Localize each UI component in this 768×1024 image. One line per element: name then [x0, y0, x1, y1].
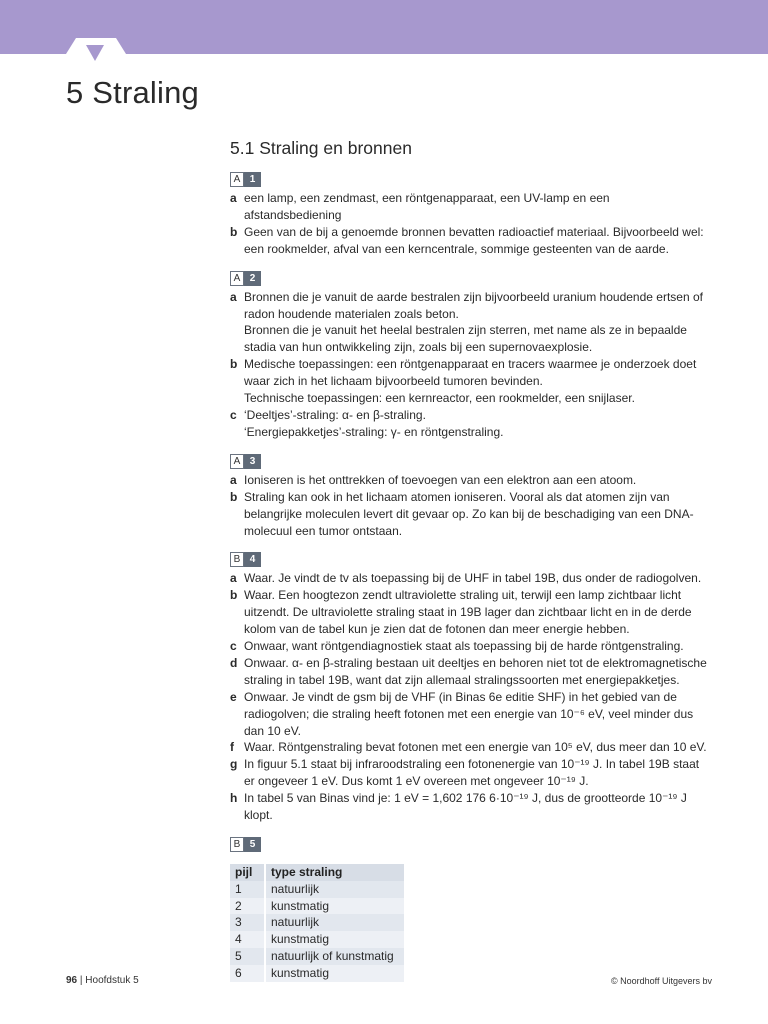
- page-footer: [66, 975, 139, 986]
- table-row: [230, 931, 404, 948]
- answer-text: Waar. Een hoogtezon zendt ultraviolette straling uit, terwijl een lamp zichtbaar licht uitzendt. De ultraviolette straling staat in 19B lager dan zichtbaar licht en in de derde kolom van de tabel kun je zien dat de fotonen dan meer energie hebben.: [244, 588, 692, 637]
- answer-text: Straling kan ook in het lichaam atomen ioniseren. Vooral als dat atomen zijn van belangrijke moleculen levert dit gevaar op. Zo kan bij de beschadiging van een DNA-molecuul een tumor ontstaan.: [244, 489, 694, 538]
- table-header: pijl: [230, 864, 265, 881]
- exercise-level: A: [230, 271, 244, 286]
- exercise-2: [230, 271, 710, 441]
- answer-text: een lamp, een zendmast, een röntgenapparaat, een UV-lamp en een afstandsbediening: [244, 191, 610, 222]
- answer-text: Medische toepassingen: een röntgenapparaat en tracers waarmee je onderzoek doet waar zich in het lichaam bijvoorbeeld tumoren bevinden. Technische toepassingen: een kernreactor, een rookmelder, een snijlaser.: [244, 357, 697, 406]
- exercise-number: 3: [244, 454, 261, 469]
- chapter-label: Hoofdstuk 5: [85, 975, 139, 986]
- exercise-3: [230, 454, 710, 540]
- radiation-type-table: [230, 864, 404, 982]
- answer-item: [230, 224, 710, 258]
- exercise-badge: [230, 552, 710, 567]
- table-row: [230, 965, 404, 982]
- answer-text: Onwaar. α- en β-straling bestaan uit deeltjes en behoren niet tot de elektromagnetische straling in tabel 19B, want dat zijn allemaal stralingssoorten met energiepakketjes.: [244, 655, 707, 687]
- answer-letter: f: [230, 740, 234, 755]
- exercise-level: A: [230, 172, 244, 187]
- answer-letter: b: [230, 357, 238, 372]
- answer-text: In tabel 5 van Binas vind je: 1 eV = 1,602 176 6·10⁻¹⁹ J, dus de grootteorde 10⁻¹⁹ J klopt.: [244, 791, 687, 823]
- answer-item: [230, 739, 710, 756]
- table-cell: natuurlijk: [265, 914, 404, 931]
- table-cell: 4: [230, 931, 265, 948]
- answer-text: In figuur 5.1 staat bij infraroodstraling een fotonenergie van 10⁻¹⁹ J. In tabel 19B staat er ongeveer 1 eV. Dus komt 1 eV overeen met ongeveer 10⁻¹⁹ J.: [244, 757, 700, 789]
- answer-item: [230, 638, 710, 655]
- answer-text: ‘Deeltjes’-straling: α- en β-straling. ‘Energiepakketjes’-straling: γ- en röntgenstraling.: [244, 407, 504, 439]
- exercise-badge: [230, 271, 710, 286]
- answer-letter: a: [230, 571, 237, 586]
- exercise-1: [230, 172, 710, 258]
- answer-letter: e: [230, 689, 237, 704]
- answer-text: Ioniseren is het onttrekken of toevoegen van een elektron aan een atoom.: [244, 472, 637, 487]
- table-row: [230, 881, 404, 898]
- exercise-list: [230, 172, 710, 995]
- answer-item: [230, 655, 710, 689]
- page-number: 96: [66, 975, 78, 986]
- chapter-title: 5 Straling: [66, 75, 199, 110]
- answer-item: [230, 587, 710, 638]
- answer-item: [230, 570, 710, 587]
- answer-letter: c: [230, 407, 237, 422]
- answer-item: [230, 472, 710, 489]
- answer-item: [230, 356, 710, 407]
- exercise-number: 1: [244, 172, 261, 187]
- section-title: 5.1 Straling en bronnen: [230, 138, 412, 158]
- exercise-level: B: [230, 837, 244, 852]
- answer-text: Waar. Je vindt de tv als toepassing bij de UHF in tabel 19B, dus onder de radiogolven.: [244, 571, 702, 586]
- footer-separator: |: [79, 975, 83, 986]
- table-row: [230, 914, 404, 931]
- table-row: [230, 898, 404, 915]
- table-row: [230, 948, 404, 965]
- exercise-5: [230, 837, 710, 982]
- copyright: © Noordhoff Uitgevers bv: [610, 976, 712, 986]
- answer-letter: b: [230, 489, 238, 504]
- answer-letter: g: [230, 757, 238, 772]
- exercise-level: B: [230, 552, 244, 567]
- exercise-badge: [230, 454, 710, 469]
- answer-letter: b: [230, 224, 238, 239]
- table-cell: 2: [230, 898, 265, 915]
- answer-item: [230, 489, 710, 540]
- answer-item: [230, 756, 710, 790]
- table-cell: 3: [230, 914, 265, 931]
- exercise-number: 5: [244, 837, 261, 852]
- answer-text: Bronnen die je vanuit de aarde bestralen zijn bijvoorbeeld uranium houdende ertsen of radon houdende materialen zoals beton. Bronnen die je vanuit het heelal bestralen zijn sterren, met name als ze in bepaalde stadia van hun ontwikkeling zijn, zoals bij een supernovaexplosie.: [244, 289, 703, 355]
- exercise-4: [230, 552, 710, 824]
- answer-item: [230, 190, 710, 224]
- exercise-badge: [230, 172, 710, 187]
- answer-letter: a: [230, 289, 237, 304]
- answer-letter: a: [230, 472, 237, 487]
- exercise-badge: [230, 837, 710, 852]
- triangle-down-icon: [86, 45, 104, 61]
- answer-text: Onwaar, want röntgendiagnostiek staat als toepassing bij de harde röntgenstraling.: [244, 639, 684, 654]
- table-cell: kunstmatig: [265, 931, 404, 948]
- table-cell: natuurlijk of kunstmatig: [265, 948, 404, 965]
- answer-letter: b: [230, 588, 238, 603]
- table-cell: kunstmatig: [265, 898, 404, 915]
- table-header: type straling: [265, 864, 404, 881]
- answer-letter: h: [230, 791, 238, 806]
- exercise-number: 2: [244, 271, 261, 286]
- answer-item: [230, 689, 710, 740]
- answer-text: Geen van de bij a genoemde bronnen bevatten radioactief materiaal. Bijvoorbeeld wel: een rookmelder, afval van een kerncentrale, sommige gesteenten van de aarde.: [244, 224, 704, 256]
- table-cell: natuurlijk: [265, 881, 404, 898]
- answer-text: Waar. Röntgenstraling bevat fotonen met een energie van 10⁵ eV, dus meer dan 10 eV.: [244, 740, 707, 755]
- exercise-number: 4: [244, 552, 261, 567]
- table-cell: 1: [230, 881, 265, 898]
- answer-letter: d: [230, 655, 238, 670]
- answer-letter: a: [230, 191, 237, 205]
- answer-item: [230, 289, 710, 357]
- answer-letter: c: [230, 639, 237, 654]
- answer-item: [230, 407, 710, 441]
- answer-item: [230, 790, 710, 824]
- table-cell: kunstmatig: [265, 965, 404, 982]
- exercise-level: A: [230, 454, 244, 469]
- table-cell: 5: [230, 948, 265, 965]
- answer-text: Onwaar. Je vindt de gsm bij de VHF (in Binas 6e editie SHF) in het gebied van de radiogolven; die straling heeft fotonen met een energie van 10⁻⁶ eV, veel minder dus dan 10 eV.: [244, 689, 694, 738]
- table-cell: 6: [230, 965, 265, 982]
